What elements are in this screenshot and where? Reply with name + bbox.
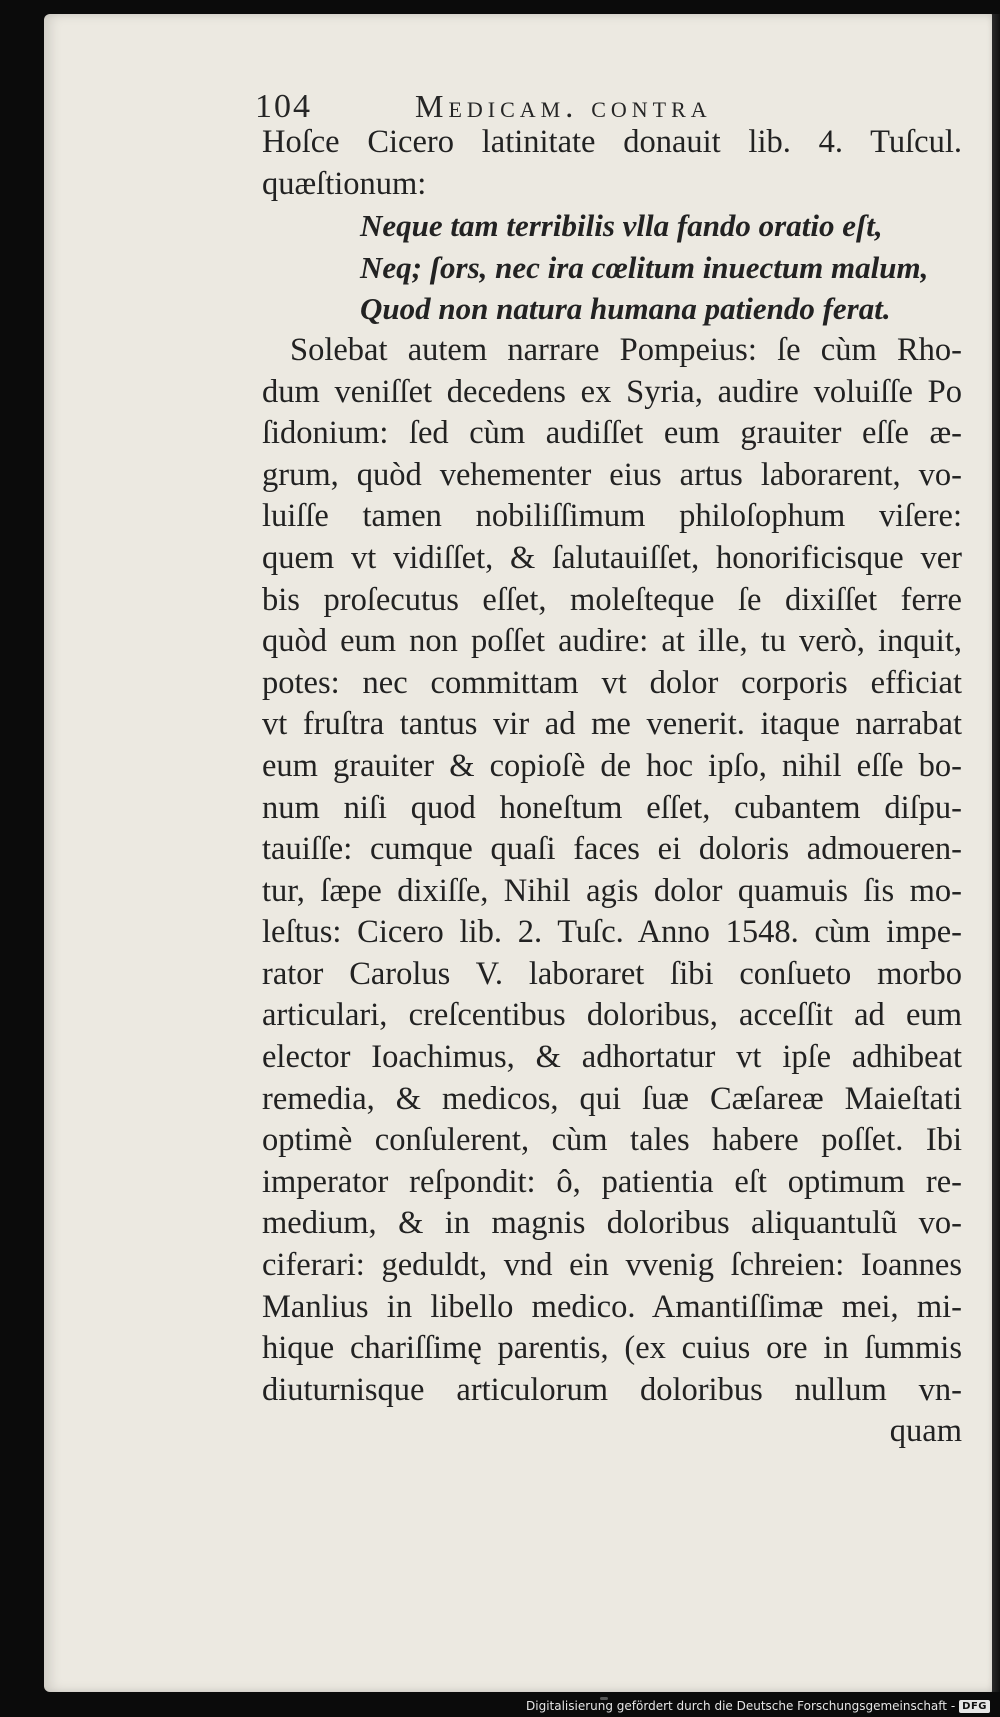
text-line: hique chariſſimę parentis, (ex cuius ore in ſummis: [262, 1330, 962, 1367]
text-line: articulari, creſcentibus doloribus, acceſſit ad eum: [262, 997, 962, 1034]
text-line: quæſtionum:: [262, 165, 427, 202]
text-line: elector Ioachimus, & adhortatur vt ipſe adhibeat: [262, 1039, 962, 1076]
verse-line: Quod non natura humana patiendo ferat.: [360, 291, 891, 327]
text-line: luiſſe tamen nobiliſſimum philoſophum viſere:: [262, 498, 962, 535]
page-edge-shadow: [992, 14, 1000, 1692]
text-line: vt fruſtra tantus vir ad me venerit. itaque narrabat: [262, 706, 962, 743]
text-line: tauiſſe: cumque quaſi faces ei doloris admoueren-: [262, 831, 962, 868]
catchword: quam: [889, 1413, 962, 1450]
text-line: quòd eum non poſſet audire: at ille, tu verò, inquit,: [262, 623, 962, 660]
digitization-footer: [526, 1699, 990, 1713]
dfg-logo-icon: DFG: [959, 1700, 990, 1713]
text-line: eum grauiter & copioſè de hoc ipſo, nihil eſſe bo-: [262, 747, 962, 784]
page-number: 104: [255, 88, 312, 125]
footer-text: Digitalisierung gefördert durch die Deutsche Forschungsgemeinschaft -: [526, 1699, 956, 1713]
text-line: remedia, & medicos, qui ſuæ Cæſareæ Maieſtati: [262, 1080, 962, 1117]
body-text: [262, 122, 962, 1453]
text-line: imperator reſpondit: ô, patientia eſt optimum re-: [262, 1163, 962, 1200]
verse-line: Neq; ſors, nec ira cœlitum inuectum malum,: [360, 249, 929, 285]
text-line: optimè conſulerent, cùm tales habere poſſet. Ibi: [262, 1122, 962, 1159]
running-title: Medicam. contra: [415, 88, 712, 124]
verse-line: Neque tam terribilis vlla fando oratio eſt,: [360, 208, 883, 244]
text-line: diuturnisque articulorum doloribus nullum vn-: [262, 1371, 962, 1408]
text-line: dum veniſſet decedens ex Syria, audire voluiſſe Po: [262, 373, 962, 410]
text-line: rator Carolus V. laboraret ſibi conſueto morbo: [262, 955, 962, 992]
text-line: ciferari: geduldt, vnd ein vvenig ſchreien: Ioannes: [262, 1247, 962, 1284]
text-line: bis proſecutus eſſet, moleſteque ſe dixiſſet ferre: [262, 581, 962, 618]
text-line: tur, ſæpe dixiſſe, Nihil agis dolor quamuis ſis mo-: [262, 872, 962, 909]
text-line: quem vt vidiſſet, & ſalutauiſſet, honorificisque ver: [262, 539, 962, 576]
text-line: Manlius in libello medico. Amantiſſimæ mei, mi-: [262, 1288, 962, 1325]
text-line: Hoſce Cicero latinitate donauit lib. 4. Tuſcul.: [262, 124, 962, 160]
text-line: Solebat autem narrare Pompeius: ſe cùm Rho-: [290, 331, 962, 368]
text-line: leſtus: Cicero lib. 2. Tuſc. Anno 1548. cùm impe-: [262, 914, 962, 951]
text-line: grum, quòd vehementer eius artus laborarent, vo-: [262, 456, 962, 493]
text-line: num niſi quod honeſtum eſſet, cubantem diſpu-: [262, 789, 962, 826]
text-line: ſidonium: ſed cùm audiſſet eum grauiter eſſe æ-: [262, 415, 962, 452]
text-line: medium, & in magnis doloribus aliquantulũ vo-: [262, 1205, 962, 1242]
text-line: potes: nec committam vt dolor corporis efficiat: [262, 664, 962, 701]
